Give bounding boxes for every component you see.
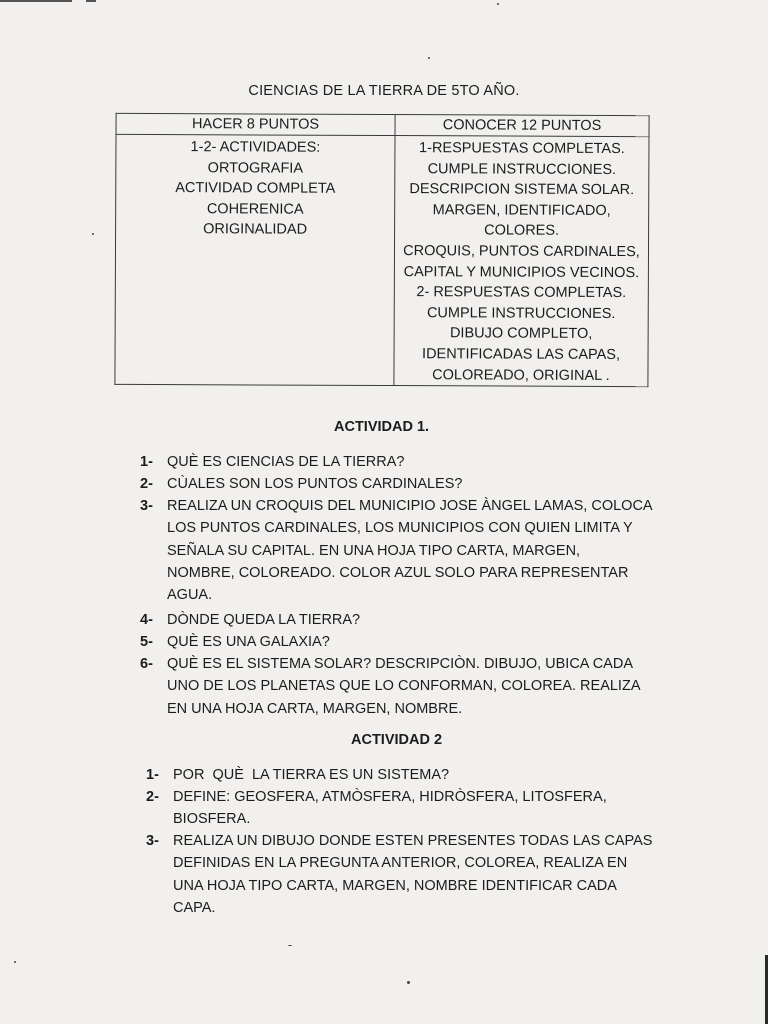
question-text: UNO DE LOS PLANETAS QUE LO CONFORMAN, COLOREA. REALIZA — [167, 678, 641, 695]
question-text: NOMBRE, COLOREADO. COLOR AZUL SOLO PARA REPRESENTAR — [167, 564, 629, 581]
question-text: DEFINE: GEOSFERA, ATMÒSFERA, HIDRÒSFERA, LITOSFERA, — [173, 789, 607, 805]
question-text: POR QUÈ LA TIERRA ES UN SISTEMA? — [173, 767, 450, 783]
question-number: 2- — [140, 476, 153, 492]
rubric-line: CAPITAL Y MUNICIPIOS VECINOS. — [403, 263, 640, 281]
question-number: 1- — [140, 454, 153, 470]
activity-1-question-4 — [140, 609, 360, 631]
rubric-line: CUMPLE INSTRUCCIONES. — [427, 160, 617, 178]
rubric-header-conocer: CONOCER 12 PUNTOS — [395, 115, 649, 137]
activity-1-question-1 — [140, 451, 404, 473]
question-text: CAPA. — [173, 899, 216, 916]
scan-speck — [428, 57, 430, 59]
activity-1-question-6 — [140, 653, 641, 720]
question-text: LOS PUNTOS CARDINALES, LOS MUNICIPIOS CON QUIEN LIMITA Y — [167, 520, 633, 537]
activity-2-heading: ACTIVIDAD 2 — [351, 732, 443, 748]
question-text: QUÈ ES UNA GALAXIA? — [167, 634, 330, 650]
rubric-line: IDENTIFICADAS LAS CAPAS, — [422, 346, 621, 363]
rubric-line: COHERENICA — [206, 201, 304, 218]
rubric-line: ORTOGRAFIA — [207, 159, 304, 177]
rubric-body-row — [115, 134, 649, 386]
question-number: 2- — [146, 789, 159, 805]
question-text: UNA HOJA TIPO CARTA, MARGEN, NOMBRE IDENTIFICAR CADA — [173, 877, 617, 894]
rubric-line: CUMPLE INSTRUCCIONES. — [426, 304, 616, 322]
scan-edge-line — [86, 0, 96, 2]
question-number: 4- — [140, 612, 153, 628]
question-text: CÙALES SON LOS PUNTOS CARDINALES? — [167, 476, 463, 492]
question-number: 5- — [140, 634, 153, 650]
rubric-criteria-conocer — [394, 136, 649, 387]
activity-1-heading: ACTIVIDAD 1. — [334, 419, 430, 435]
question-text: DEFINIDAS EN LA PREGUNTA ANTERIOR, COLOREA, REALIZA EN — [173, 855, 628, 872]
scan-speck — [92, 233, 94, 235]
rubric-line: DIBUJO COMPLETO, — [449, 325, 593, 343]
question-text: BIOSFERA. — [173, 811, 251, 828]
rubric-line: COLOREADO, ORIGINAL . — [432, 366, 610, 384]
rubric-line: CROQUIS, PUNTOS CARDINALES, — [403, 243, 640, 261]
rubric-line: MARGEN, IDENTIFICADO, — [432, 202, 611, 219]
rubric-line: 2- RESPUESTAS COMPLETAS. — [416, 284, 627, 302]
question-text: REALIZA UN CROQUIS DEL MUNICIPIO JOSE ÀNGEL LAMAS, COLOCA — [167, 498, 653, 514]
question-number: 3- — [140, 498, 153, 514]
rubric-line: 1-RESPUESTAS COMPLETAS. — [419, 140, 625, 158]
question-text: EN UNA HOJA CARTA, MARGEN, NOMBRE. — [167, 700, 463, 717]
rubric-table — [114, 113, 649, 387]
page-title: CIENCIAS DE LA TIERRA DE 5TO AÑO. — [248, 83, 520, 99]
scan-speck — [288, 945, 292, 946]
rubric-line: ACTIVIDAD COMPLETA — [175, 180, 336, 197]
activity-2-question-1 — [146, 764, 449, 786]
question-text: REALIZA UN DIBUJO DONDE ESTEN PRESENTES TODAS LAS CAPAS — [173, 833, 653, 849]
question-number: 1- — [146, 767, 159, 783]
scan-edge-line — [0, 0, 72, 2]
activity-1-question-2 — [140, 473, 462, 495]
rubric-header-hacer: HACER 8 PUNTOS — [116, 113, 395, 135]
rubric-header-row — [116, 113, 649, 136]
scan-speck — [407, 981, 410, 984]
activity-2-question-2 — [146, 786, 607, 831]
question-number: 6- — [140, 656, 153, 672]
activity-1-question-3 — [140, 495, 653, 606]
question-text: SEÑALA SU CAPITAL. EN UNA HOJA TIPO CARTA, MARGEN, — [167, 542, 581, 559]
activity-1-question-5 — [140, 631, 330, 653]
rubric-line: COLORES. — [484, 222, 560, 240]
rubric-criteria-hacer — [115, 134, 395, 385]
question-text: DÒNDE QUEDA LA TIERRA? — [167, 612, 361, 628]
question-text: QUÈ ES EL SISTEMA SOLAR? DESCRIPCIÒN. DIBUJO, UBICA CADA — [167, 656, 633, 672]
question-text: AGUA. — [167, 587, 213, 604]
scan-speck — [497, 3, 499, 5]
question-number: 3- — [146, 833, 159, 849]
rubric-line: ORIGINALIDAD — [203, 221, 308, 239]
question-text: QUÈ ES CIENCIAS DE LA TIERRA? — [167, 454, 405, 470]
rubric-line: DESCRIPCION SISTEMA SOLAR. — [409, 181, 635, 199]
rubric-line: 1-2- ACTIVIDADES: — [190, 139, 321, 156]
scan-speck — [14, 961, 16, 963]
activity-2-question-3 — [146, 830, 652, 919]
